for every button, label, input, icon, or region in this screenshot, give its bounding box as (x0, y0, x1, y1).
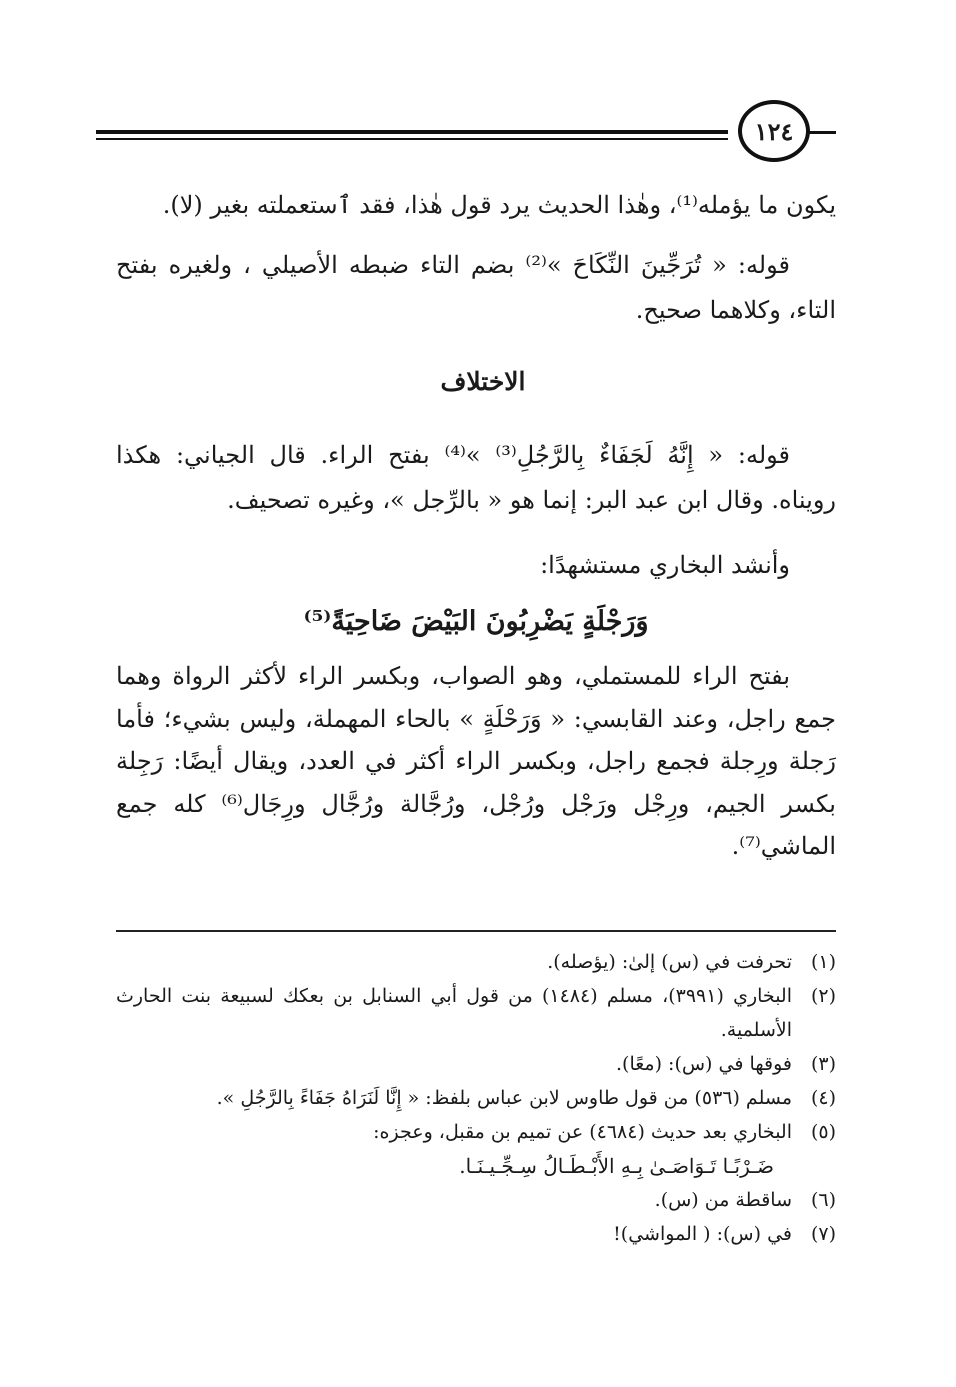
footnote-text: ساقطة من (س). (654, 1189, 792, 1211)
footnote-separator (116, 930, 836, 932)
footnote-5-verse: ضَـرْبًـا تَـوَاصَـىٰ بِـهِ الأَبْـطَـالُ سِـجِّـيـنَـا. (459, 1154, 774, 1178)
header-rule-thin (96, 138, 728, 140)
footnote-4 (116, 1081, 836, 1115)
footnote-number: (٥) (810, 1121, 836, 1143)
footnote-number: (٤) (810, 1087, 836, 1109)
paragraph-5: بفتح الراء للمستملي، وهو الصواب، وبكسر الراء لأكثر الرواة وهما جمع راجل، وعند القابسي: « وَرَحْلَةٍ » بالحاء المهملة، وليس بشيء؛ فأما رَجلة ورِجلة فجمع راجل، وبكسر الراء أكثر في العدد، ويقال أيضًا: رَجِلة بكسر الجيم، ورِجْل ورَجْل ورُجْل، ورُجَّالة ورُجَّال ورِجَال⁽⁶⁾ كله جمع الماشي⁽⁷⁾. (116, 662, 836, 860)
footnote-6 (116, 1183, 836, 1217)
footnote-text: في (س): ( المواشي)! (613, 1223, 792, 1245)
footnote-number: (٦) (810, 1189, 836, 1211)
footnote-7 (116, 1217, 836, 1251)
footnote-number: (٧) (810, 1223, 836, 1245)
footnote-text: تحرفت في (س) إلىٰ: (يؤصله). (547, 951, 792, 973)
footnote-5 (116, 1115, 836, 1149)
footnote-number: (١) (810, 951, 836, 973)
paragraph-4: وأنشد البخاري مستشهدًا: (540, 551, 790, 579)
footnote-3 (116, 1047, 836, 1081)
footnote-2 (116, 979, 836, 1047)
footnote-number: (٢) (810, 985, 836, 1007)
page-header (96, 100, 836, 164)
paragraph-1: يكون ما يؤمله⁽¹⁾، وهٰذا الحديث يرد قول هٰذا، فقد ٱستعملته بغير (لا). (162, 191, 836, 219)
footnote-text: مسلم (٥٣٦) من قول طاوس لابن عباس بلفظ: « إِنَّا لَنَرَاهُ جَفَاءً بِالرَّجُلِ ». (216, 1087, 792, 1109)
header-rule-tail (808, 131, 836, 134)
footnotes (116, 945, 836, 1251)
footnote-text: فوقها في (س): (معًا). (616, 1053, 792, 1075)
paragraph-3: قوله: « إِنَّهُ لَجَفَاءٌ بِالرَّجُلِ⁽³⁾ »⁽⁴⁾ بفتح الراء. قال الجياني: هكذا رويناه. وقال ابن عبد البر: إنما هو « بالرِّجل »، وغيره تصحيف. (116, 441, 836, 514)
page-number: ١٢٤ (738, 100, 810, 162)
section-heading: الاختلاف (440, 367, 526, 396)
footnote-number: (٣) (810, 1053, 836, 1075)
paragraph-2: قوله: « تُرَجِّينَ النِّكَاحَ »⁽²⁾ بضم التاء ضبطه الأصيلي ، ولغيره بفتح التاء، وكلاهما صحيح. (116, 251, 836, 324)
header-rule-thick (96, 130, 728, 134)
footnote-text: البخاري بعد حديث (٤٦٨٤) عن تميم بن مقبل، وعجزه: (373, 1121, 792, 1143)
footnote-1 (116, 945, 836, 979)
footnote-text: البخاري (٣٩٩١)، مسلم (١٤٨٤) من قول أبي السنابل بن بعكك لسبيعة بنت الحارث الأسلمية. (116, 985, 792, 1041)
poetry-verse: وَرَجْلَةٍ يَضْرِبُونَ البَيْضَ ضَاحِيَةً⁽⁵⁾ (303, 606, 649, 637)
